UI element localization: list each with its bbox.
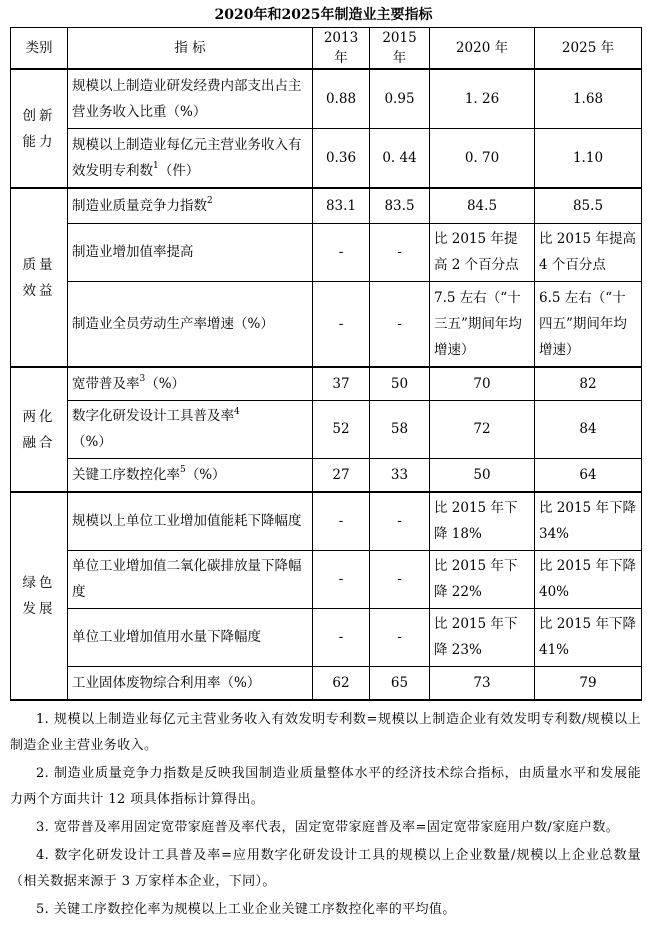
value-2025: 比 2015 年下降 34% <box>535 492 642 550</box>
header-category: 类别 <box>11 28 68 70</box>
indicator-cell: 单位工业增加值用水量下降幅度 <box>68 608 313 666</box>
footnote-2: 2. 制造业质量竞争力指数是反映我国制造业质量整体水平的经济技术综合指标，由质量水平和发展能力两个方面共计 12 项具体指标计算得出。 <box>10 766 641 807</box>
header-2020: 2020 年 <box>430 28 535 70</box>
value-2015: 0.95 <box>370 69 430 128</box>
value-2015: 33 <box>370 458 430 492</box>
header-2013: 2013 年 <box>313 28 370 70</box>
value-2025: 1.10 <box>535 128 642 188</box>
value-2013: - <box>313 608 370 666</box>
header-2015: 2015 年 <box>370 28 430 70</box>
value-2013: 62 <box>313 666 370 700</box>
value-2025: 比 2015 年提高 4 个百分点 <box>535 223 642 281</box>
indicator-cell: 制造业增加值率提高 <box>68 223 313 281</box>
category-integration: 两化 融合 <box>11 367 68 492</box>
table-row <box>11 400 642 458</box>
value-2020: 比 2015 年下降 18% <box>430 492 535 550</box>
table-row <box>11 492 642 550</box>
indicator-cell: 数字化研发设计工具普及率$^4$ （%） <box>68 400 313 458</box>
value-2015: - <box>370 281 430 367</box>
indicator-cell: 规模以上制造业研发经费内部支出占主营业务收入比重（%） <box>68 69 313 128</box>
table-row <box>11 69 642 128</box>
value-2025: 82 <box>535 367 642 400</box>
value-2020: 70 <box>430 367 535 400</box>
value-2015: 50 <box>370 367 430 400</box>
header-indicator: 指 标 <box>68 28 313 70</box>
table-row <box>11 188 642 223</box>
value-2025: 6.5 左右（“十四五”期间年均增速） <box>535 281 642 367</box>
indicator-cell: 制造业全员劳动生产率增速（%） <box>68 281 313 367</box>
value-2020: 73 <box>430 666 535 700</box>
value-2020: 0. 70 <box>430 128 535 188</box>
indicator-cell: 制造业质量竞争力指数$^2$ <box>68 188 313 223</box>
value-2020: 1. 26 <box>430 69 535 128</box>
table-row <box>11 223 642 281</box>
footnote-4: 4. 数字化研发设计工具普及率=应用数字化研发设计工具的规模以上企业数量/规模以上企业总数量（相关数据来源于 3 万家样本企业，下同）。 <box>10 848 641 889</box>
value-2013: - <box>313 281 370 367</box>
category-quality: 质量 效益 <box>11 188 68 367</box>
value-2025: 64 <box>535 458 642 492</box>
footnote-5: 5. 关键工序数控化率为规模以上工业企业关键工序数控化率的平均值。 <box>36 902 456 917</box>
header-2025: 2025 年 <box>535 28 642 70</box>
value-2020: 比 2015 年提高 2 个百分点 <box>430 223 535 281</box>
value-2015: - <box>370 608 430 666</box>
value-2015: 0. 44 <box>370 128 430 188</box>
category-green: 绿色 发展 <box>11 492 68 700</box>
value-2015: - <box>370 223 430 281</box>
table-row <box>11 281 642 367</box>
value-2015: - <box>370 550 430 608</box>
indicator-cell: 规模以上单位工业增加值能耗下降幅度 <box>68 492 313 550</box>
value-2025: 比 2015 年下降 40% <box>535 550 642 608</box>
value-2020: 50 <box>430 458 535 492</box>
value-2020: 比 2015 年下降 22% <box>430 550 535 608</box>
indicator-cell: 规模以上制造业每亿元主营业务收入有效发明专利数$^1$（件） <box>68 128 313 188</box>
value-2015: 58 <box>370 400 430 458</box>
indicator-table <box>10 27 642 701</box>
table-row <box>11 666 642 700</box>
value-2013: - <box>313 492 370 550</box>
footnote-1: 1. 规模以上制造业每亿元主营业务收入有效发明专利数=规模以上制造企业有效发明专利数/规模以上制造企业主营业务收入。 <box>10 712 641 753</box>
table-row <box>11 608 642 666</box>
table-title: 2020年和2025年制造业主要指标 <box>214 7 433 23</box>
value-2020: 7.5 左右（“十三五”期间年均增速） <box>430 281 535 367</box>
table-row <box>11 128 642 188</box>
value-2025: 1.68 <box>535 69 642 128</box>
value-2013: 37 <box>313 367 370 400</box>
value-2013: - <box>313 550 370 608</box>
value-2015: 65 <box>370 666 430 700</box>
value-2025: 比 2015 年下降 41% <box>535 608 642 666</box>
header-row <box>11 28 642 70</box>
value-2013: 0.88 <box>313 69 370 128</box>
value-2025: 85.5 <box>535 188 642 223</box>
value-2025: 79 <box>535 666 642 700</box>
table-row <box>11 550 642 608</box>
indicator-cell: 关键工序数控化率$^5$（%） <box>68 458 313 492</box>
value-2013: 83.1 <box>313 188 370 223</box>
table-row <box>11 458 642 492</box>
value-2015: - <box>370 492 430 550</box>
value-2015: 83.5 <box>370 188 430 223</box>
value-2013: 27 <box>313 458 370 492</box>
value-2020: 84.5 <box>430 188 535 223</box>
value-2020: 72 <box>430 400 535 458</box>
footnote-3: 3. 宽带普及率用固定宽带家庭普及率代表，固定宽带家庭普及率=固定宽带家庭用户数/家庭户数。 <box>36 820 620 835</box>
value-2020: 比 2015 年下降 23% <box>430 608 535 666</box>
value-2013: 52 <box>313 400 370 458</box>
footnotes <box>10 707 641 925</box>
value-2025: 84 <box>535 400 642 458</box>
value-2013: 0.36 <box>313 128 370 188</box>
category-innovation: 创新 能力 <box>11 69 68 188</box>
indicator-cell: 单位工业增加值二氧化碳排放量下降幅度 <box>68 550 313 608</box>
indicator-cell: 宽带普及率$^3$（%） <box>68 367 313 400</box>
value-2013: - <box>313 223 370 281</box>
table-row <box>11 367 642 400</box>
indicator-cell: 工业固体废物综合利用率（%） <box>68 666 313 700</box>
